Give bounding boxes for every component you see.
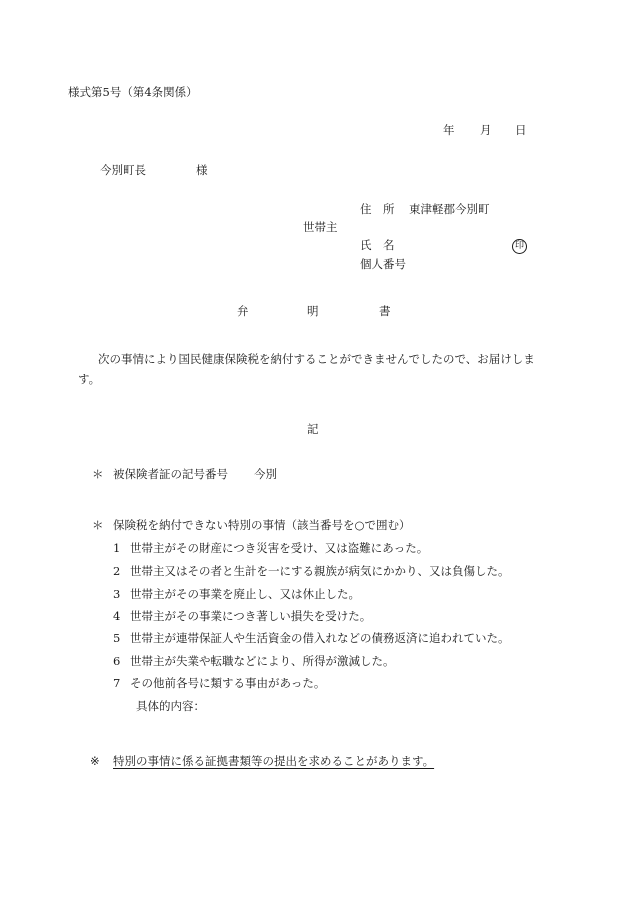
reason-num-4: 4	[113, 609, 121, 623]
reason-num-7: 7	[113, 676, 121, 690]
date-day: 日	[515, 123, 527, 137]
reason-text-4: 世帯主がその事業につき著しい損失を受けた。	[130, 609, 372, 623]
doc-title-3: 書	[379, 304, 391, 318]
note-text: 特別の事情に係る証拠書類等の提出を求めることがあります。	[113, 754, 435, 768]
reason-num-3: 3	[113, 587, 121, 601]
reasons-heading: 保険税を納付できない特別の事情（該当番号を○で囲む）	[113, 518, 411, 532]
date-month: 月	[480, 123, 492, 137]
seal-mark	[512, 239, 527, 254]
reason-num-5: 5	[113, 631, 121, 645]
details-label: 具体的内容：	[136, 699, 205, 713]
id-number-label: 個人番号	[360, 257, 406, 271]
address-label: 住 所	[360, 202, 395, 216]
seal-icon: 印	[512, 239, 527, 254]
form-number: 様式第5号（第4条関係）	[68, 85, 198, 99]
reasons-marker: ＊	[92, 518, 104, 532]
note-marker: ※	[90, 754, 100, 768]
reason-text-7: その他前各号に類する事由があった。	[130, 676, 326, 690]
reason-num-1: 1	[113, 541, 121, 555]
address-value: 東津軽郡今別町	[409, 202, 490, 216]
name-label: 氏 名	[360, 238, 395, 252]
addressee-honorific: 様	[196, 163, 208, 177]
card-label: 被保険者証の記号番号	[113, 467, 228, 481]
reason-num-2: 2	[113, 564, 121, 578]
reason-text-2: 世帯主又はその者と生計を一にする親族が病気にかかり、又は負傷した。	[130, 564, 510, 578]
date-year: 年	[443, 123, 455, 137]
body-paragraph: 次の事情により国民健康保険税を納付することができませんでしたので、お届けします。	[78, 352, 535, 386]
reason-text-1: 世帯主がその財産につき災害を受け、又は盗難にあった。	[130, 541, 429, 555]
householder-title: 世帯主	[303, 220, 338, 234]
ki-mark: 記	[307, 422, 319, 436]
reason-text-5: 世帯主が連帯保証人や生活資金の借入れなどの債務返済に追われていた。	[130, 631, 510, 645]
reason-text-6: 世帯主が失業や転職などにより、所得が激減した。	[130, 654, 395, 668]
card-value: 今別	[254, 467, 277, 481]
reason-num-6: 6	[113, 654, 121, 668]
addressee-name: 今別町長	[100, 163, 146, 177]
doc-title-2: 明	[307, 304, 319, 318]
reason-text-3: 世帯主がその事業を廃止し、又は休止した。	[130, 587, 360, 601]
card-marker: ＊	[92, 467, 104, 481]
doc-title-1: 弁	[237, 304, 249, 318]
